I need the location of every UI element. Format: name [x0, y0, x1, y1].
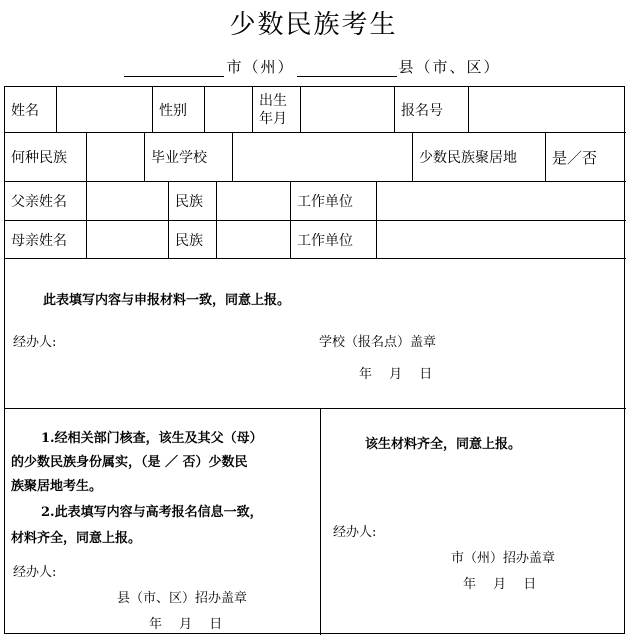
name-label: 姓名	[5, 87, 57, 133]
school-section	[5, 259, 626, 409]
location-line	[0, 56, 627, 77]
county-blank[interactable]	[297, 59, 397, 77]
county-statement1-line3: 族聚居地考生。	[11, 479, 103, 494]
county-date-label: 年 月 日	[149, 617, 223, 632]
city-handler-label: 经办人:	[333, 525, 377, 540]
father-label: 父亲姓名	[5, 182, 87, 221]
county-statement1-line2: 的少数民族身份属实，（是 ／ 否）少数民	[11, 455, 248, 470]
settlement-label: 少数民族聚居地	[413, 133, 546, 182]
father-ethnic-label: 民族	[169, 182, 217, 221]
father-work-field[interactable]	[377, 182, 626, 221]
county-statement2-line1: 2.此表填写内容与高考报名信息一致，	[41, 505, 263, 520]
settlement-value[interactable]: 是／否	[546, 133, 626, 182]
ethnicity-field[interactable]	[87, 133, 145, 182]
school-handler-label: 经办人:	[13, 335, 57, 350]
birth-label-line2: 年月	[259, 110, 287, 127]
school-statement: 此表填写内容与申报材料一致，同意上报。	[43, 293, 291, 308]
reg-no-label: 报名号	[395, 87, 469, 133]
county-seal-label: 县（市、区）招办盖章	[117, 591, 248, 606]
father-field[interactable]	[87, 182, 169, 221]
city-statement: 该生材料齐全，同意上报。	[365, 437, 522, 452]
ethnicity-label: 何种民族	[5, 133, 87, 182]
county-handler-label: 经办人:	[13, 565, 57, 580]
county-statement1-line1: 1.经相关部门核查，该生及其父（母）	[41, 431, 263, 446]
school-date-label: 年 月 日	[359, 367, 433, 382]
city-section	[321, 409, 626, 635]
father-ethnic-field[interactable]	[217, 182, 291, 221]
mother-label: 母亲姓名	[5, 221, 87, 259]
city-seal-label: 市（州）招办盖章	[451, 551, 556, 566]
gender-label: 性别	[153, 87, 205, 133]
county-section	[5, 409, 321, 635]
county-statement2-line2: 材料齐全，同意上报。	[11, 531, 142, 546]
school-label: 毕业学校	[145, 133, 233, 182]
mother-work-label: 工作单位	[291, 221, 377, 259]
gender-field[interactable]	[205, 87, 253, 133]
mother-ethnic-field[interactable]	[217, 221, 291, 259]
mother-ethnic-label: 民族	[169, 221, 217, 259]
birth-label-line1: 出生	[259, 92, 287, 109]
county-label: 县（市、区）	[398, 58, 501, 76]
birth-label	[253, 87, 301, 133]
form-title: 少数民族考生	[229, 10, 398, 40]
city-date-label: 年 月 日	[463, 577, 537, 592]
city-label: 市（州）	[226, 58, 295, 76]
city-blank[interactable]	[124, 59, 224, 77]
birth-field[interactable]	[301, 87, 395, 133]
name-field[interactable]	[57, 87, 153, 133]
mother-work-field[interactable]	[377, 221, 626, 259]
form-table	[4, 86, 625, 634]
mother-field[interactable]	[87, 221, 169, 259]
school-seal-label: 学校（报名点）盖章	[319, 335, 437, 350]
father-work-label: 工作单位	[291, 182, 377, 221]
school-field[interactable]	[233, 133, 413, 182]
reg-no-field[interactable]	[469, 87, 626, 133]
